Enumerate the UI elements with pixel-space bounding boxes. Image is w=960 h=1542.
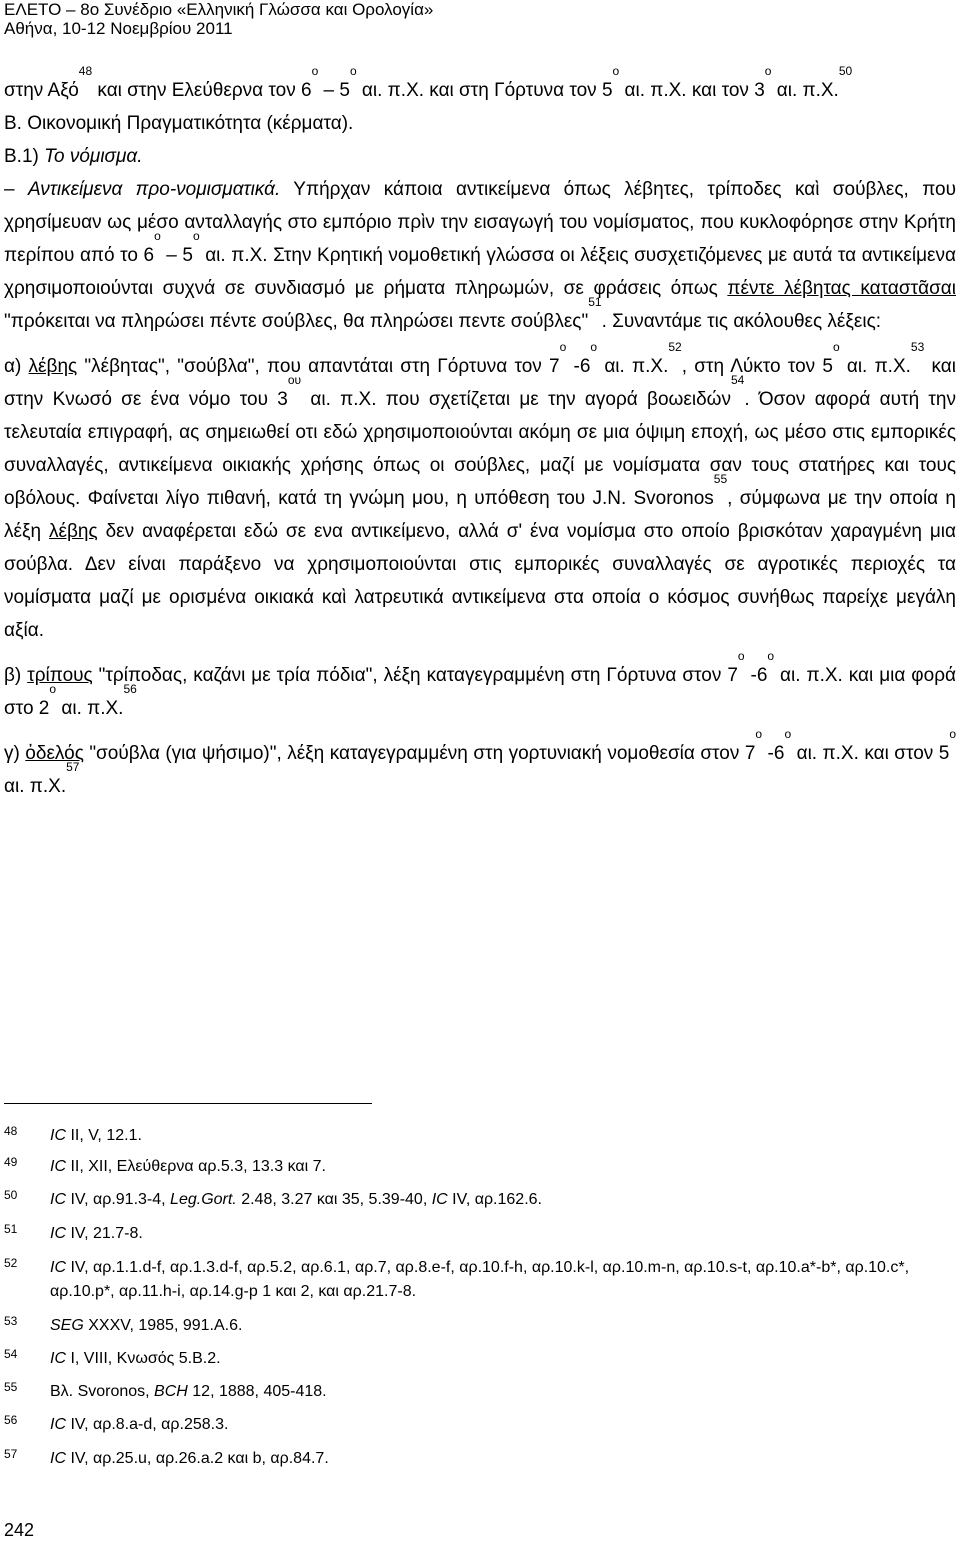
footnote-55 <box>4 1380 956 1404</box>
text: IC <box>50 1158 66 1175</box>
footnote-52 <box>4 1256 956 1304</box>
text: γ) <box>4 743 26 764</box>
main-text <box>4 64 957 803</box>
text: "σούβλα (για ψήσιμο)", λέξη καταγεγραμμένη στη γορτυνιακή νομοθεσία στον 7 <box>83 743 756 764</box>
text: ὀδελός <box>25 743 84 764</box>
footnote-50 <box>4 1188 956 1212</box>
footnote-number: 57 <box>4 1447 18 1461</box>
text: λέβης <box>28 356 78 377</box>
ordinal: ο <box>590 340 598 354</box>
section-heading-b1 <box>4 140 956 173</box>
ordinal: ο <box>49 682 57 696</box>
text: IV, αρ.25.u, αρ.26.a.2 και b, αρ.84.7. <box>66 1450 329 1467</box>
text: αι. π.Χ. Στην Κρητική νομοθετική γλώσσα οι λέξεις συσχετιζόμενες με αυτά τα αντικείμενα χρησιμοποιούνται συχνά σε συνδιασμό με ρήματα πληρωμών, σε φράσεις όπως <box>4 245 956 299</box>
footnote-53 <box>4 1314 956 1338</box>
text: "πρόκειται να πληρώσει πέντε σούβλες, θα πληρώσει πεντε σούβλες" <box>4 311 589 332</box>
text: Leg.Gort. <box>170 1191 237 1208</box>
footnote-number: 53 <box>4 1314 18 1328</box>
paragraph-intro <box>4 64 956 107</box>
text: -6 <box>566 356 591 377</box>
footnote-ref[interactable]: 57 <box>66 760 80 774</box>
footnote-number: 48 <box>4 1124 18 1138</box>
text: λέβης <box>49 521 98 542</box>
footnote-51 <box>4 1222 956 1246</box>
footnote-ref[interactable]: 53 <box>910 340 925 354</box>
ordinal: ο <box>612 64 620 78</box>
text: – 5 <box>160 245 193 266</box>
text: I, VIII, Κνωσός 5.Β.2. <box>66 1350 221 1367</box>
text: IC <box>431 1191 448 1208</box>
text: -6 <box>762 743 785 764</box>
text: Αντικείμενα προ-νομισματικά. <box>27 179 281 200</box>
text: IC <box>50 1225 66 1242</box>
text: SEG <box>50 1317 84 1334</box>
conference-date: Αθήνα, 10-12 Νοεμβρίου 2011 <box>4 19 233 38</box>
paragraph-lebes <box>4 340 957 647</box>
paragraph-tripous <box>4 649 956 725</box>
footnote-number: 54 <box>4 1347 18 1361</box>
text: δεν αναφέρεται εδώ σε ενα αντικείμενο, αλλά σ' ένα νομίσμα στο οποίο βρισκόταν χαραγμένη μια σούβλα. Δεν είναι παράξενο να χρησιμοποιούνται στις εμπορικές συναλλαγές σε αγροτικές περιοχές τα νομίσματα μαζί με ορισμένα οικιακά καὶ λατρευτικά αντικείμενα στα οποία ο κόσμος συνήθως παρείχε μεγάλη αξία. <box>4 521 956 641</box>
text: IV, αρ.8.a-d, αρ.258.3. <box>66 1416 229 1433</box>
ordinal: ο <box>755 727 763 741</box>
text: αι. π.Χ. που σχετίζεται με την αγορά βοωειδών <box>301 389 731 410</box>
footnote-49 <box>4 1155 956 1179</box>
text: αι. π.Χ. και μια φορά στο 2 <box>4 665 956 719</box>
ordinal: ο <box>767 649 775 663</box>
paragraph-odelos <box>4 727 956 803</box>
text: IV, αρ.1.1.d-f, αρ.1.3.d-f, αρ.5.2, αρ.6.1, αρ.7, αρ.8.e-f, αρ.10.f-h, αρ.10.k-l, αρ.10.m-n, αρ.10.s-t, αρ.10.a*-b*, αρ.10.c*, αρ.10.p*, αρ.11.h-i, αρ.14.g-p 1 και 2, και αρ.21.7-8. <box>50 1259 910 1300</box>
footnote-ref[interactable]: 51 <box>588 295 602 309</box>
text: τον 6 <box>263 80 312 101</box>
footnote-ref[interactable]: 50 <box>838 64 853 78</box>
running-header <box>0 0 960 38</box>
text: Το νόμισμα. <box>44 146 143 167</box>
text: στην Αξό <box>4 80 79 101</box>
ordinal: ο <box>349 64 357 78</box>
text: – <box>4 179 28 200</box>
text: . Όσον αφορά αυτή την τελευταία επιγραφή, ας σημειωθεί οτι εδώ χρησιμοποιούνται ακόμη σε μια όψιμη εποχή, ως μέσο στις εμπορικές συναλλαγές, αντικείμενα οικιακής χρήσης όπως οι σούβλες, μαζί με νομίσματα σαν τους στατήρες και τους οβόλους. Φαίνεται λίγο πιθανή, κατά τη γνώμη μου, η υπόθεση του J.N. Svoronos <box>4 389 956 509</box>
ordinal: ο <box>737 649 745 663</box>
page-number: 242 <box>4 1520 35 1540</box>
paragraph-premonetary <box>4 173 956 338</box>
text: αι. π.Χ. <box>771 80 839 101</box>
ordinal: ο <box>559 340 567 354</box>
ordinal: ο <box>764 64 772 78</box>
ordinal: ο <box>832 340 840 354</box>
text: , σύμφωνα με την οποία η λέξη <box>4 488 957 542</box>
ordinal: ο <box>784 727 792 741</box>
footnote-number: 49 <box>4 1155 18 1169</box>
text: και στην Ελεύθερνα <box>92 80 264 101</box>
text: α) <box>4 356 29 377</box>
text: . Συναντάμε τις ακόλουθες λέξεις: <box>601 311 882 332</box>
text: XXXV, 1985, 991.A.6. <box>83 1317 243 1334</box>
footnote-separator <box>4 1103 372 1104</box>
text: αι. π.Χ. και τον 3 <box>619 80 765 101</box>
text: τρίπους <box>27 665 93 686</box>
ordinal: ο <box>311 64 319 78</box>
text: IC <box>50 1450 66 1467</box>
footnote-number: 51 <box>4 1222 18 1236</box>
text: IV, 21.7-8. <box>66 1225 143 1242</box>
text: αι. π.Χ. και στον 5 <box>791 743 950 764</box>
footnote-number: 50 <box>4 1188 18 1202</box>
text: – 5 <box>318 80 350 101</box>
text: αι. π.Χ. <box>4 776 67 797</box>
text: Β.1) <box>4 146 45 167</box>
text: IC <box>50 1350 66 1367</box>
text: β) <box>4 665 28 686</box>
text: "τρίποδας, καζάνι με τρία πόδια", λέξη καταγεγραμμένη στη Γόρτυνα στον 7 <box>92 665 738 686</box>
footnote-48 <box>4 1124 956 1148</box>
footnote-ref[interactable]: 48 <box>78 64 93 78</box>
conference-title: ΕΛΕΤΟ – 8ο Συνέδριο «Ελληνική Γλώσσα και Ορολογία» <box>4 0 434 19</box>
text: IC <box>50 1416 66 1433</box>
text: IC <box>50 1127 66 1144</box>
ordinal: ο <box>949 727 956 741</box>
text: "λέβητας", "σούβλα", που απαντάται στη Γόρτυνα τον 7 <box>77 356 560 377</box>
section-heading-b: Β. Οικονομική Πραγματικότητα (κέρματα). <box>4 113 354 134</box>
ordinal: ο <box>192 229 200 243</box>
ordinal: ο <box>154 229 161 243</box>
text: , στη Λύκτο τον 5 <box>681 356 833 377</box>
text: IV, αρ.162.6. <box>447 1191 542 1208</box>
text: αι. π.Χ. και στη Γόρτυνα τον 5 <box>356 80 613 101</box>
footnote-54 <box>4 1347 956 1371</box>
text: Βλ. Svoronos, <box>50 1383 155 1400</box>
text: IC <box>50 1191 66 1208</box>
text: II, XII, Ελεύθερνα αρ.5.3, 13.3 και 7. <box>66 1158 326 1175</box>
footnote-number: 56 <box>4 1413 18 1427</box>
footnote-ref[interactable]: 55 <box>713 472 728 486</box>
text: αι. π.Χ. <box>839 356 911 377</box>
text: IC <box>50 1259 66 1276</box>
text: II, V, 12.1. <box>66 1127 142 1144</box>
text: -6 <box>744 665 768 686</box>
text: 12, 1888, 405-418. <box>187 1383 327 1400</box>
text: πέντε λέβητας καταστᾶσαι <box>727 278 957 299</box>
text: αι. π.Χ. <box>597 356 669 377</box>
text: Υπήρχαν κάποια αντικείμενα όπως λέβητες, τρίποδες καὶ σούβλες, που χρησίμευαν ως μέσο ανταλλαγής στο εμπόριο πρὶν την εισαγωγή του νομίσματος, που κυκλοφόρησε στην Κρήτη περίπου από το 6 <box>4 179 956 266</box>
footnote-ref[interactable]: 56 <box>123 682 137 696</box>
footnote-56 <box>4 1413 956 1437</box>
text: και στην Κνωσό σε ένα νόμο του 3 <box>4 356 956 410</box>
footnote-number: 55 <box>4 1380 18 1394</box>
text: BCH <box>154 1383 188 1400</box>
text: IV, αρ.91.3-4, <box>66 1191 171 1208</box>
text: αι. π.Χ. <box>56 698 124 719</box>
text: 2.48, 3.27 και 35, 5.39-40, <box>236 1191 432 1208</box>
ordinal: ου <box>287 373 302 387</box>
footnote-57 <box>4 1447 956 1471</box>
footnote-ref[interactable]: 54 <box>731 373 745 387</box>
footnote-ref[interactable]: 52 <box>668 340 682 354</box>
footnote-number: 52 <box>4 1256 18 1270</box>
